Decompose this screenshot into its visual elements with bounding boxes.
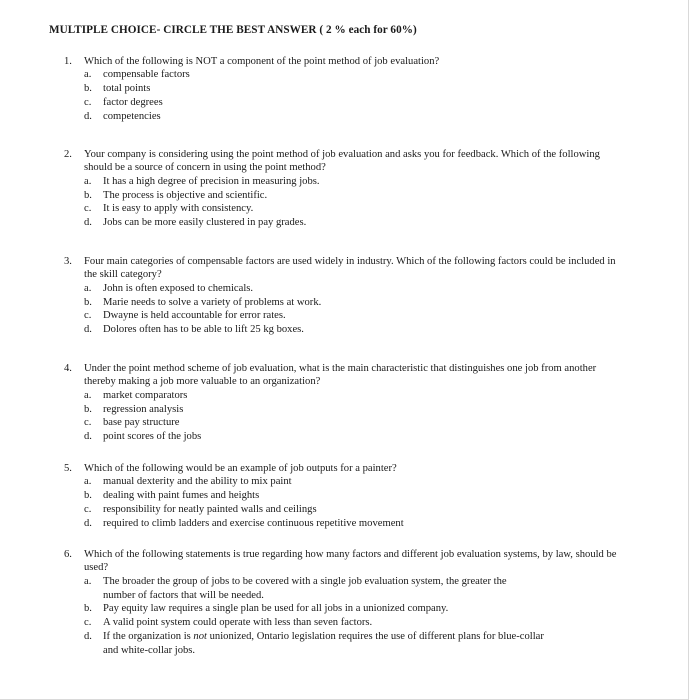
option-c[interactable] [84,503,624,517]
option-letter: c. [84,417,92,429]
option-text: Pay equity law requires a single plan be used for all jobs in a unionized company. [103,603,449,615]
option-b[interactable] [84,403,624,417]
option-text-italic: not [193,631,207,643]
question-number: 2. [64,149,72,160]
option-c[interactable] [84,309,624,323]
question-number: 1. [64,56,72,67]
option-letter: b. [84,490,92,502]
option-letter: a. [84,69,92,81]
question-number: 4. [64,363,72,374]
option-text-after: unionized, Ontario legislation requires the use of different plans for blue-collar and white-collar jobs. [103,631,544,657]
option-letter: d. [84,431,92,443]
page-title: MULTIPLE CHOICE- CIRCLE THE BEST ANSWER ( 2 % each for 60%) [49,24,417,36]
question-text: Which of the following statements is true regarding how many factors and different job evaluation systems, by law, should be used? [84,549,617,574]
question-3 [64,255,624,337]
option-text: required to climb ladders and exercise continuous repetitive movement [103,518,404,530]
option-letter: d. [84,111,92,123]
question-text: Which of the following is NOT a component of the point method of job evaluation? [84,56,440,67]
option-c[interactable] [84,96,624,110]
option-d[interactable] [84,110,624,124]
option-b[interactable] [84,489,624,503]
option-text: responsibility for neatly painted walls and ceilings [103,504,317,516]
question-6 [64,548,624,658]
option-text: John is often exposed to chemicals. [103,282,254,294]
option-letter: d. [84,518,92,530]
option-letter: a. [84,575,92,587]
option-d[interactable] [84,430,624,444]
question-2 [64,148,624,230]
option-letter: d. [84,324,92,336]
option-text: Marie needs to solve a variety of problems at work. [103,296,322,308]
option-c[interactable] [84,616,624,630]
option-b[interactable] [84,82,624,96]
option-text: Dolores often has to be able to lift 25 kg boxes. [103,324,304,336]
option-letter: c. [84,310,92,322]
option-letter: d. [84,631,92,643]
option-letter: a. [84,175,92,187]
option-letter: b. [84,296,92,308]
option-a[interactable] [84,475,624,489]
option-text: The broader the group of jobs to be covered with a single job evaluation system, the greater the number of factors that will be needed. [103,575,507,601]
option-text: competencies [103,111,161,123]
option-text [103,630,553,658]
option-d[interactable] [84,323,624,337]
option-letter: c. [84,504,92,516]
option-d[interactable] [84,630,624,658]
question-number: 6. [64,549,72,560]
option-text: compensable factors [103,69,190,81]
option-text: It has a high degree of precision in measuring jobs. [103,175,320,187]
option-letter: c. [84,97,92,109]
question-1 [64,55,624,124]
option-text: Dwayne is held accountable for error rates. [103,310,286,322]
option-text: Jobs can be more easily clustered in pay grades. [103,217,307,229]
option-a[interactable] [84,575,624,603]
option-text-before: If the organization is [103,631,194,643]
option-c[interactable] [84,416,624,430]
option-b[interactable] [84,602,624,616]
option-letter: b. [84,83,92,95]
option-letter: b. [84,403,92,415]
option-text: The process is objective and scientific. [103,189,268,201]
question-text: Your company is considering using the point method of job evaluation and asks you for feedback. Which of the following should be a source of concern in using the point method? [84,149,600,174]
question-4 [64,362,624,444]
option-text: A valid point system could operate with less than seven factors. [103,617,373,629]
option-text: point scores of the jobs [103,431,202,443]
option-a[interactable] [84,282,624,296]
option-text: It is easy to apply with consistency. [103,203,254,215]
question-number: 3. [64,256,72,267]
option-d[interactable] [84,517,624,531]
option-c[interactable] [84,202,624,216]
question-text: Under the point method scheme of job evaluation, what is the main characteristic that distinguishes one job from another thereby making a job more valuable to an organization? [84,363,597,388]
option-text: manual dexterity and the ability to mix paint [103,476,292,488]
option-letter: a. [84,282,92,294]
option-b[interactable] [84,189,624,203]
option-letter: c. [84,617,92,629]
option-letter: d. [84,217,92,229]
option-a[interactable] [84,389,624,403]
option-text: base pay structure [103,417,180,429]
option-letter: b. [84,189,92,201]
option-letter: a. [84,389,92,401]
option-text: factor degrees [103,97,163,109]
question-number: 5. [64,463,72,474]
question-5 [64,462,624,531]
option-letter: c. [84,203,92,215]
option-a[interactable] [84,68,624,82]
option-letter: b. [84,603,92,615]
option-b[interactable] [84,296,624,310]
question-text: Which of the following would be an example of job outputs for a painter? [84,463,397,474]
option-d[interactable] [84,216,624,230]
option-text: dealing with paint fumes and heights [103,490,260,502]
option-text: market comparators [103,389,188,401]
option-text: total points [103,83,151,95]
question-text: Four main categories of compensable factors are used widely in industry. Which of the following factors could be included in the skill category? [84,256,616,281]
option-a[interactable] [84,175,624,189]
option-text: regression analysis [103,403,184,415]
option-letter: a. [84,476,92,488]
